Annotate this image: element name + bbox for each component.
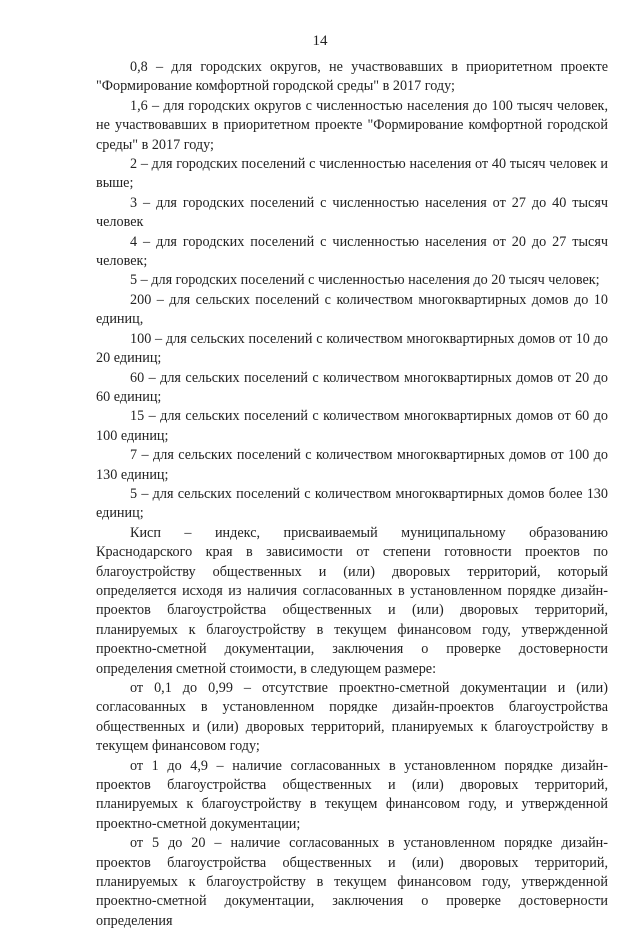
paragraph: 100 – для сельских поселений с количеством многоквартирных домов от 10 до 20 единиц; [96,330,608,367]
paragraph: 3 – для городских поселений с численностью населения от 27 до 40 тысяч человек [96,194,608,231]
paragraph: от 0,1 до 0,99 – отсутствие проектно-сметной документации и (или) согласованных в установленном порядке дизайн-проектов благоустройства общественных и (или) дворовых территорий, планируемых к благоустройству в текущем финансовом году; [96,680,608,755]
paragraph: 200 – для сельских поселений с количеством многоквартирных домов до 10 единиц, [96,291,608,328]
paragraph: 7 – для сельских поселений с количеством многоквартирных домов от 100 до 130 единиц; [96,447,608,483]
paragraph: 5 – для сельских поселений с количеством многоквартирных домов более 130 единиц; [96,485,608,522]
paragraph: 2 – для городских поселений с численностью населения от 40 тысяч человек и выше; [96,156,608,192]
paragraph: Кисп – индекс, присваиваемый муниципальному образованию Краснодарского края в зависимости от степени готовности проектов по благоустройству общественных и (или) дворовых территорий, который определяется исходя из наличия согласованных в установленном порядке дизайн-проектов благоустройства общественных и (или) дворовых территорий, планируемых к благоустройству в текущем финансовом году, утвержденной проектно-сметной документации, заключения о проверке достоверности определения сметной стоимости, в следующем размере: [96,524,608,677]
page-number: 14 [312,33,328,49]
paragraph: 15 – для сельских поселений с количеством многоквартирных домов от 60 до 100 единиц; [96,408,608,444]
paragraph: 4 – для городских поселений с численностью населения от 20 до 27 тысяч человек; [96,233,608,270]
paragraph: от 5 до 20 – наличие согласованных в установленном порядке дизайн-проектов благоустройства общественных и (или) дворовых территорий, планируемых к благоустройству в текущем финансовом году, утвержденной проектно-сметной документации, заключения о проверке достоверности определения [96,835,608,929]
paragraph: 5 – для городских поселений с численностью населения до 20 тысяч человек; [130,272,600,289]
document-body [96,58,608,931]
paragraph: 0,8 – для городских округов, не участвовавших в приоритетном проекте "Формирование комфортной городской среды" в 2017 году; [96,59,608,95]
paragraph: от 1 до 4,9 – наличие согласованных в установленном порядке дизайн-проектов благоустройства общественных и (или) дворовых территорий, планируемых к благоустройству в текущем финансовом году, и утвержденной проектно-сметной документации; [96,757,608,832]
paragraph: 1,6 – для городских округов с численностью населения до 100 тысяч человек, не участвовавших в приоритетном проекте "Формирование комфортной городской среды" в 2017 году; [96,97,608,153]
paragraph: 60 – для сельских поселений с количеством многоквартирных домов от 20 до 60 единиц; [96,369,608,405]
